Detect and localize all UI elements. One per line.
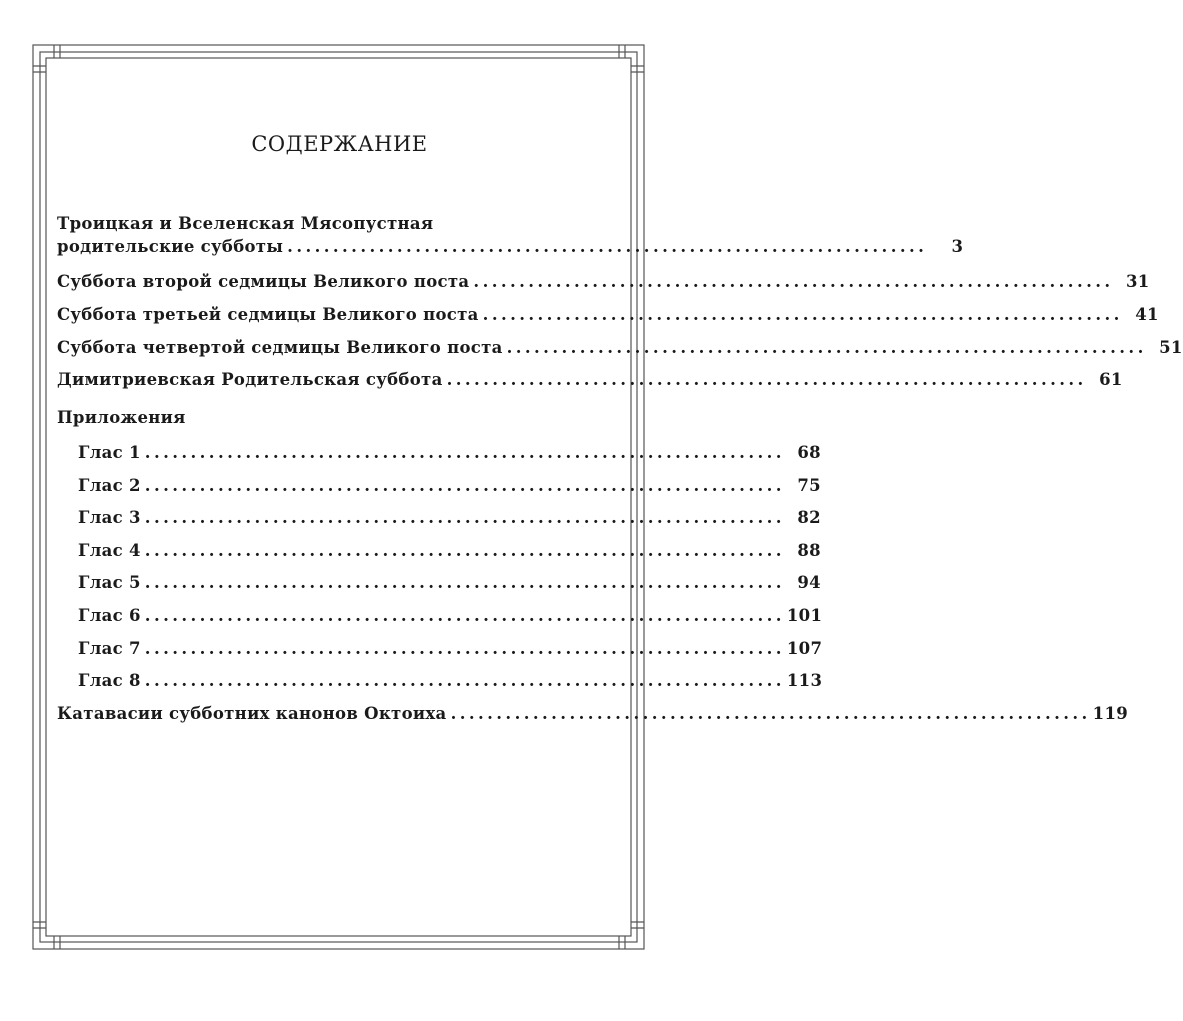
- appendix-entry-label: Глас 3: [78, 508, 141, 527]
- toc-entry: [57, 368, 1123, 391]
- appendix-entry-label: Глас 8: [78, 671, 141, 690]
- appendix-entry-label: Глас 5: [78, 573, 141, 592]
- leader-dots: ......................................................................: [482, 305, 1123, 324]
- toc-page-number: 75: [797, 476, 821, 495]
- toc-entry-label: Суббота четвертой седмицы Великого поста: [57, 338, 503, 357]
- toc-entry: [57, 336, 1183, 359]
- leader-dots: ......................................................................: [144, 476, 785, 495]
- toc-page-number: 31: [1125, 272, 1150, 291]
- toc-page-number: 119: [1092, 704, 1129, 723]
- toc-page-number: 94: [797, 573, 821, 592]
- leader-dots: ......................................................................: [287, 237, 928, 256]
- leader-dots: ......................................................................: [144, 573, 785, 592]
- toc-page-number: 51: [1159, 338, 1183, 357]
- appendix-entry: [78, 506, 821, 529]
- appendix-entry-label: Глас 7: [78, 639, 141, 658]
- leader-dots: ......................................................................: [144, 443, 785, 462]
- leader-dots: ......................................................................: [144, 606, 785, 625]
- toc-page-number: 3: [951, 237, 964, 256]
- leader-dots: ......................................................................: [450, 704, 1091, 723]
- page-title: СОДЕРЖАНИЕ: [251, 132, 428, 156]
- appendix-entry: [78, 669, 823, 692]
- appendix-entry-label: Глас 6: [78, 606, 141, 625]
- toc-entry: [57, 270, 1150, 293]
- toc-page-number: 113: [786, 671, 823, 690]
- toc-entry-label: Димитриевская Родительская суббота: [57, 370, 443, 389]
- leader-dots: ......................................................................: [144, 541, 785, 560]
- toc-entry-label: Суббота второй седмицы Великого поста: [57, 272, 470, 291]
- toc-entry-label: Катавасии субботних канонов Октоиха: [57, 704, 447, 723]
- leader-dots: ......................................................................: [473, 272, 1114, 291]
- appendix-entry: [78, 637, 823, 660]
- toc-page-number: 107: [786, 639, 823, 658]
- leader-dots: ......................................................................: [446, 370, 1087, 389]
- leader-dots: ......................................................................: [144, 508, 785, 527]
- toc-page-number: 41: [1135, 305, 1159, 324]
- toc-entry-label: Суббота третьей седмицы Великого поста: [57, 305, 479, 324]
- appendix-entry-label: Глас 4: [78, 541, 141, 560]
- appendix-entry: [78, 604, 823, 627]
- appendix-entry-label: Глас 1: [78, 443, 141, 462]
- toc-entry: [57, 212, 964, 258]
- toc-page-number: 68: [797, 443, 821, 462]
- appendix-entry: [78, 539, 821, 562]
- appendix-entry: [78, 571, 821, 594]
- leader-dots: ......................................................................: [144, 639, 785, 658]
- appendix-entry: [78, 474, 821, 497]
- toc-entry: [57, 702, 1129, 725]
- leader-dots: ......................................................................: [144, 671, 785, 690]
- toc-page-number: 88: [797, 541, 821, 560]
- toc-entry-label: родительские субботы: [57, 237, 284, 256]
- toc-page-number: 101: [786, 606, 823, 625]
- leader-dots: ......................................................................: [506, 338, 1147, 357]
- appendix-heading: Приложения: [57, 408, 186, 427]
- appendix-entry: [78, 441, 821, 464]
- toc-page-number: 61: [1099, 370, 1123, 389]
- toc-page-number: 82: [797, 508, 821, 527]
- toc-entry: [57, 303, 1159, 326]
- toc-entry-label-line1: Троицкая и Вселенская Мясопустная: [57, 214, 434, 233]
- appendix-entry-label: Глас 2: [78, 476, 141, 495]
